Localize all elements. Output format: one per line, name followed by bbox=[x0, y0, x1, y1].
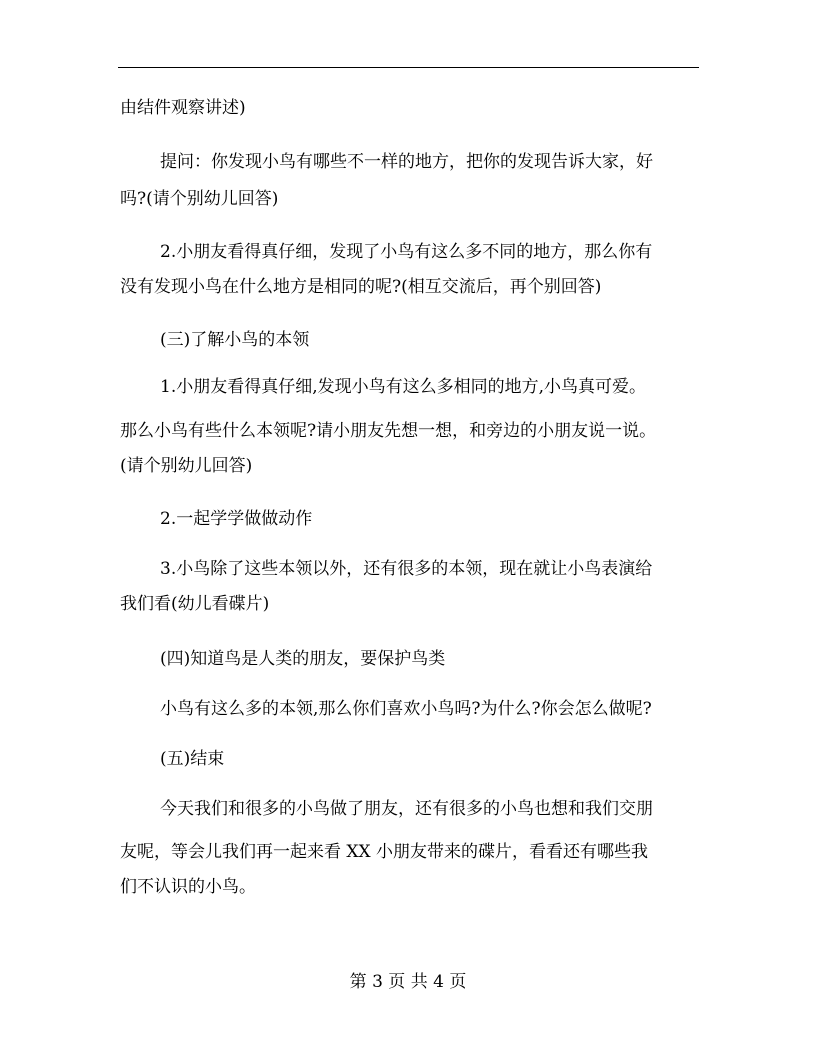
text-line: 我们看(幼儿看碟片) bbox=[120, 594, 270, 614]
section-heading-4: (四)知道鸟是人类的朋友，要保护鸟类 bbox=[160, 649, 446, 669]
text-line-step-2: 2.小朋友看得真仔细，发现了小鸟有这么多不同的地方，那么你有 bbox=[160, 242, 653, 262]
text-line: 友呢，等会儿我们再一起来看 XX 小朋友带来的碟片，看看还有哪些我 bbox=[120, 842, 649, 862]
text-line-closing: 今天我们和很多的小鸟做了朋友，还有很多的小鸟也想和我们交朋 bbox=[160, 799, 653, 819]
page-number-footer: 第 3 页 共 4 页 bbox=[349, 972, 467, 992]
text-line: 们不认识的小鸟。 bbox=[120, 877, 256, 897]
text-line: 没有发现小鸟在什么地方是相同的呢?(相互交流后，再个别回答) bbox=[120, 277, 602, 297]
header-rule bbox=[118, 67, 699, 68]
text-line-step-1: 1.小朋友看得真仔细,发现小鸟有这么多相同的地方,小鸟真可爱。 bbox=[160, 377, 647, 397]
section-heading-5: (五)结束 bbox=[160, 749, 225, 769]
text-line: 那么小鸟有些什么本领呢?请小朋友先想一想，和旁边的小朋友说一说。 bbox=[120, 421, 657, 441]
text-line: 小鸟有这么多的本领,那么你们喜欢小鸟吗?为什么?你会怎么做呢? bbox=[160, 699, 652, 719]
text-line-continuation: 由结件观察讲述) bbox=[120, 98, 246, 118]
text-line: (请个别幼儿回答) bbox=[120, 456, 253, 476]
text-line-step-2: 2.一起学学做做动作 bbox=[160, 509, 313, 529]
section-heading-3: (三)了解小鸟的本领 bbox=[160, 330, 310, 350]
text-line-question: 提问：你发现小鸟有哪些不一样的地方，把你的发现告诉大家，好 bbox=[160, 152, 653, 172]
text-line-step-3: 3.小鸟除了这些本领以外，还有很多的本领，现在就让小鸟表演给 bbox=[160, 559, 653, 579]
text-line: 吗?(请个别幼儿回答) bbox=[120, 189, 279, 209]
